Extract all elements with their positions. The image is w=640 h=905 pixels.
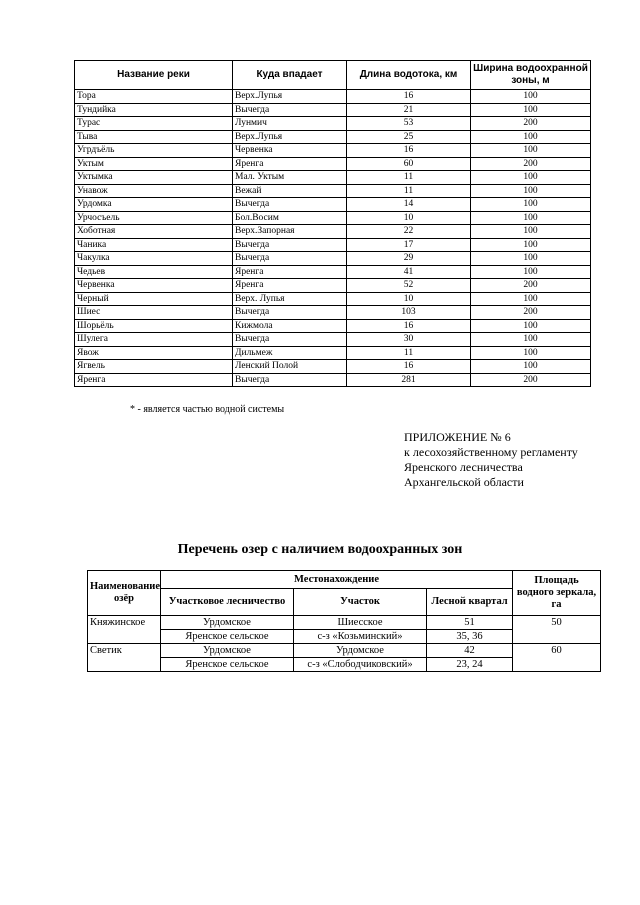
plot-cell: с-з «Слободчиковский» [294,658,427,672]
flows-into-cell: Червенка [233,144,347,158]
flows-into-cell: Вычегда [233,198,347,212]
zone-width-cell: 100 [471,292,591,306]
table-row [75,211,591,225]
river-name-cell: Уктымка [75,171,233,185]
table-row [75,144,591,158]
table-row [75,157,591,171]
table-row [75,292,591,306]
length-cell: 11 [347,171,471,185]
table-row [75,198,591,212]
length-cell: 53 [347,117,471,131]
table-row [75,171,591,185]
length-cell: 103 [347,306,471,320]
footnote: * - является частью водной системы [130,404,285,415]
zone-width-cell: 200 [471,157,591,171]
length-cell: 17 [347,238,471,252]
river-name-cell: Урдомка [75,198,233,212]
header-river-name: Название реки [75,61,233,90]
lake-name-cell: Княжинское [88,616,161,644]
table-row [75,333,591,347]
rivers-table [74,60,591,387]
table-row [75,252,591,266]
zone-width-cell: 100 [471,346,591,360]
forestry-cell: Яренское сельское [161,630,294,644]
river-name-cell: Яренга [75,373,233,387]
flows-into-cell: Вычегда [233,306,347,320]
river-name-cell: Шорьёль [75,319,233,333]
plot-cell: Урдомское [294,644,427,658]
table-row [75,90,591,104]
zone-width-cell: 100 [471,171,591,185]
zone-width-cell: 100 [471,90,591,104]
length-cell: 22 [347,225,471,239]
river-name-cell: Чедьев [75,265,233,279]
length-cell: 60 [347,157,471,171]
length-cell: 11 [347,184,471,198]
river-name-cell: Тыва [75,130,233,144]
table-row [75,225,591,239]
flows-into-cell: Яренга [233,265,347,279]
zone-width-cell: 200 [471,306,591,320]
table-row [88,644,601,658]
flows-into-cell: Вежай [233,184,347,198]
header-flows-into: Куда впадает [233,61,347,90]
zone-width-cell: 100 [471,184,591,198]
river-name-cell: Шиес [75,306,233,320]
zone-width-cell: 100 [471,211,591,225]
river-name-cell: Ягвель [75,360,233,374]
lakes-table [87,570,601,672]
appendix-line: Архангельской области [404,475,524,489]
river-name-cell: Червенка [75,279,233,293]
table-row [75,373,591,387]
zone-width-cell: 100 [471,103,591,117]
appendix-line: к лесохозяйственному регламенту [404,445,578,459]
river-name-cell: Угрдъёль [75,144,233,158]
rivers-table-body [75,90,591,387]
river-name-cell: Уктым [75,157,233,171]
length-cell: 16 [347,360,471,374]
table-row [75,279,591,293]
header-zone-width: Ширина водоохранной зоны, м [471,61,591,90]
plot-cell: с-з «Козьминский» [294,630,427,644]
zone-width-cell: 100 [471,144,591,158]
river-name-cell: Унавож [75,184,233,198]
quarter-cell: 35, 36 [427,630,513,644]
header-lake-name: Наименование озёр [88,571,161,616]
length-cell: 281 [347,373,471,387]
flows-into-cell: Кижмола [233,319,347,333]
river-name-cell: Хоботная [75,225,233,239]
table-row [75,117,591,131]
zone-width-cell: 200 [471,279,591,293]
length-cell: 16 [347,144,471,158]
zone-width-cell: 100 [471,238,591,252]
river-name-cell: Шулега [75,333,233,347]
zone-width-cell: 100 [471,252,591,266]
river-name-cell: Тора [75,90,233,104]
length-cell: 30 [347,333,471,347]
flows-into-cell: Дильмеж [233,346,347,360]
quarter-cell: 23, 24 [427,658,513,672]
header-location: Местонахождение [161,571,513,589]
forestry-cell: Урдомское [161,616,294,630]
zone-width-cell: 100 [471,265,591,279]
quarter-cell: 51 [427,616,513,630]
flows-into-cell: Яренга [233,279,347,293]
plot-cell: Шиесское [294,616,427,630]
table-row [75,360,591,374]
header-forestry: Участковое лесничество [161,589,294,616]
table-row [75,184,591,198]
zone-width-cell: 100 [471,225,591,239]
area-cell: 50 [513,616,601,644]
lakes-table-body [88,616,601,672]
table-row [75,346,591,360]
rivers-header-row [75,61,591,90]
flows-into-cell: Яренга [233,157,347,171]
flows-into-cell: Верх.Запорная [233,225,347,239]
appendix-title: ПРИЛОЖЕНИЕ № 6 [404,430,511,444]
flows-into-cell: Вычегда [233,238,347,252]
length-cell: 25 [347,130,471,144]
flows-into-cell: Вычегда [233,252,347,266]
lake-name-cell: Светик [88,644,161,672]
table-row [75,103,591,117]
zone-width-cell: 100 [471,333,591,347]
lakes-title: Перечень озер с наличием водоохранных зон [177,542,463,557]
length-cell: 52 [347,279,471,293]
flows-into-cell: Верх.Лупья [233,90,347,104]
lakes-header-row [88,571,601,589]
flows-into-cell: Вычегда [233,373,347,387]
table-row [75,265,591,279]
flows-into-cell: Бол.Восим [233,211,347,225]
river-name-cell: Чакулка [75,252,233,266]
length-cell: 41 [347,265,471,279]
length-cell: 21 [347,103,471,117]
river-name-cell: Турас [75,117,233,131]
appendix-line: Яренского лесничества [404,460,523,474]
area-cell: 60 [513,644,601,672]
length-cell: 11 [347,346,471,360]
zone-width-cell: 200 [471,117,591,131]
header-area: Площадь водного зеркала, га [513,571,601,616]
zone-width-cell: 100 [471,360,591,374]
length-cell: 14 [347,198,471,212]
appendix-block [404,430,578,490]
flows-into-cell: Ленский Полой [233,360,347,374]
zone-width-cell: 100 [471,319,591,333]
zone-width-cell: 100 [471,130,591,144]
flows-into-cell: Верх. Лупья [233,292,347,306]
forestry-cell: Яренское сельское [161,658,294,672]
forestry-cell: Урдомское [161,644,294,658]
river-name-cell: Чаника [75,238,233,252]
table-row [88,616,601,630]
length-cell: 16 [347,90,471,104]
river-name-cell: Тундийка [75,103,233,117]
flows-into-cell: Мал. Уктым [233,171,347,185]
length-cell: 29 [347,252,471,266]
quarter-cell: 42 [427,644,513,658]
table-row [75,130,591,144]
table-row [75,306,591,320]
length-cell: 16 [347,319,471,333]
header-plot: Участок [294,589,427,616]
table-row [75,319,591,333]
flows-into-cell: Лунмич [233,117,347,131]
length-cell: 10 [347,211,471,225]
flows-into-cell: Вычегда [233,333,347,347]
river-name-cell: Черный [75,292,233,306]
flows-into-cell: Вычегда [233,103,347,117]
length-cell: 10 [347,292,471,306]
river-name-cell: Явож [75,346,233,360]
zone-width-cell: 200 [471,373,591,387]
zone-width-cell: 100 [471,198,591,212]
header-quarter: Лесной квартал [427,589,513,616]
table-row [75,238,591,252]
flows-into-cell: Верх.Лупья [233,130,347,144]
river-name-cell: Урчосъель [75,211,233,225]
header-length: Длина водотока, км [347,61,471,90]
